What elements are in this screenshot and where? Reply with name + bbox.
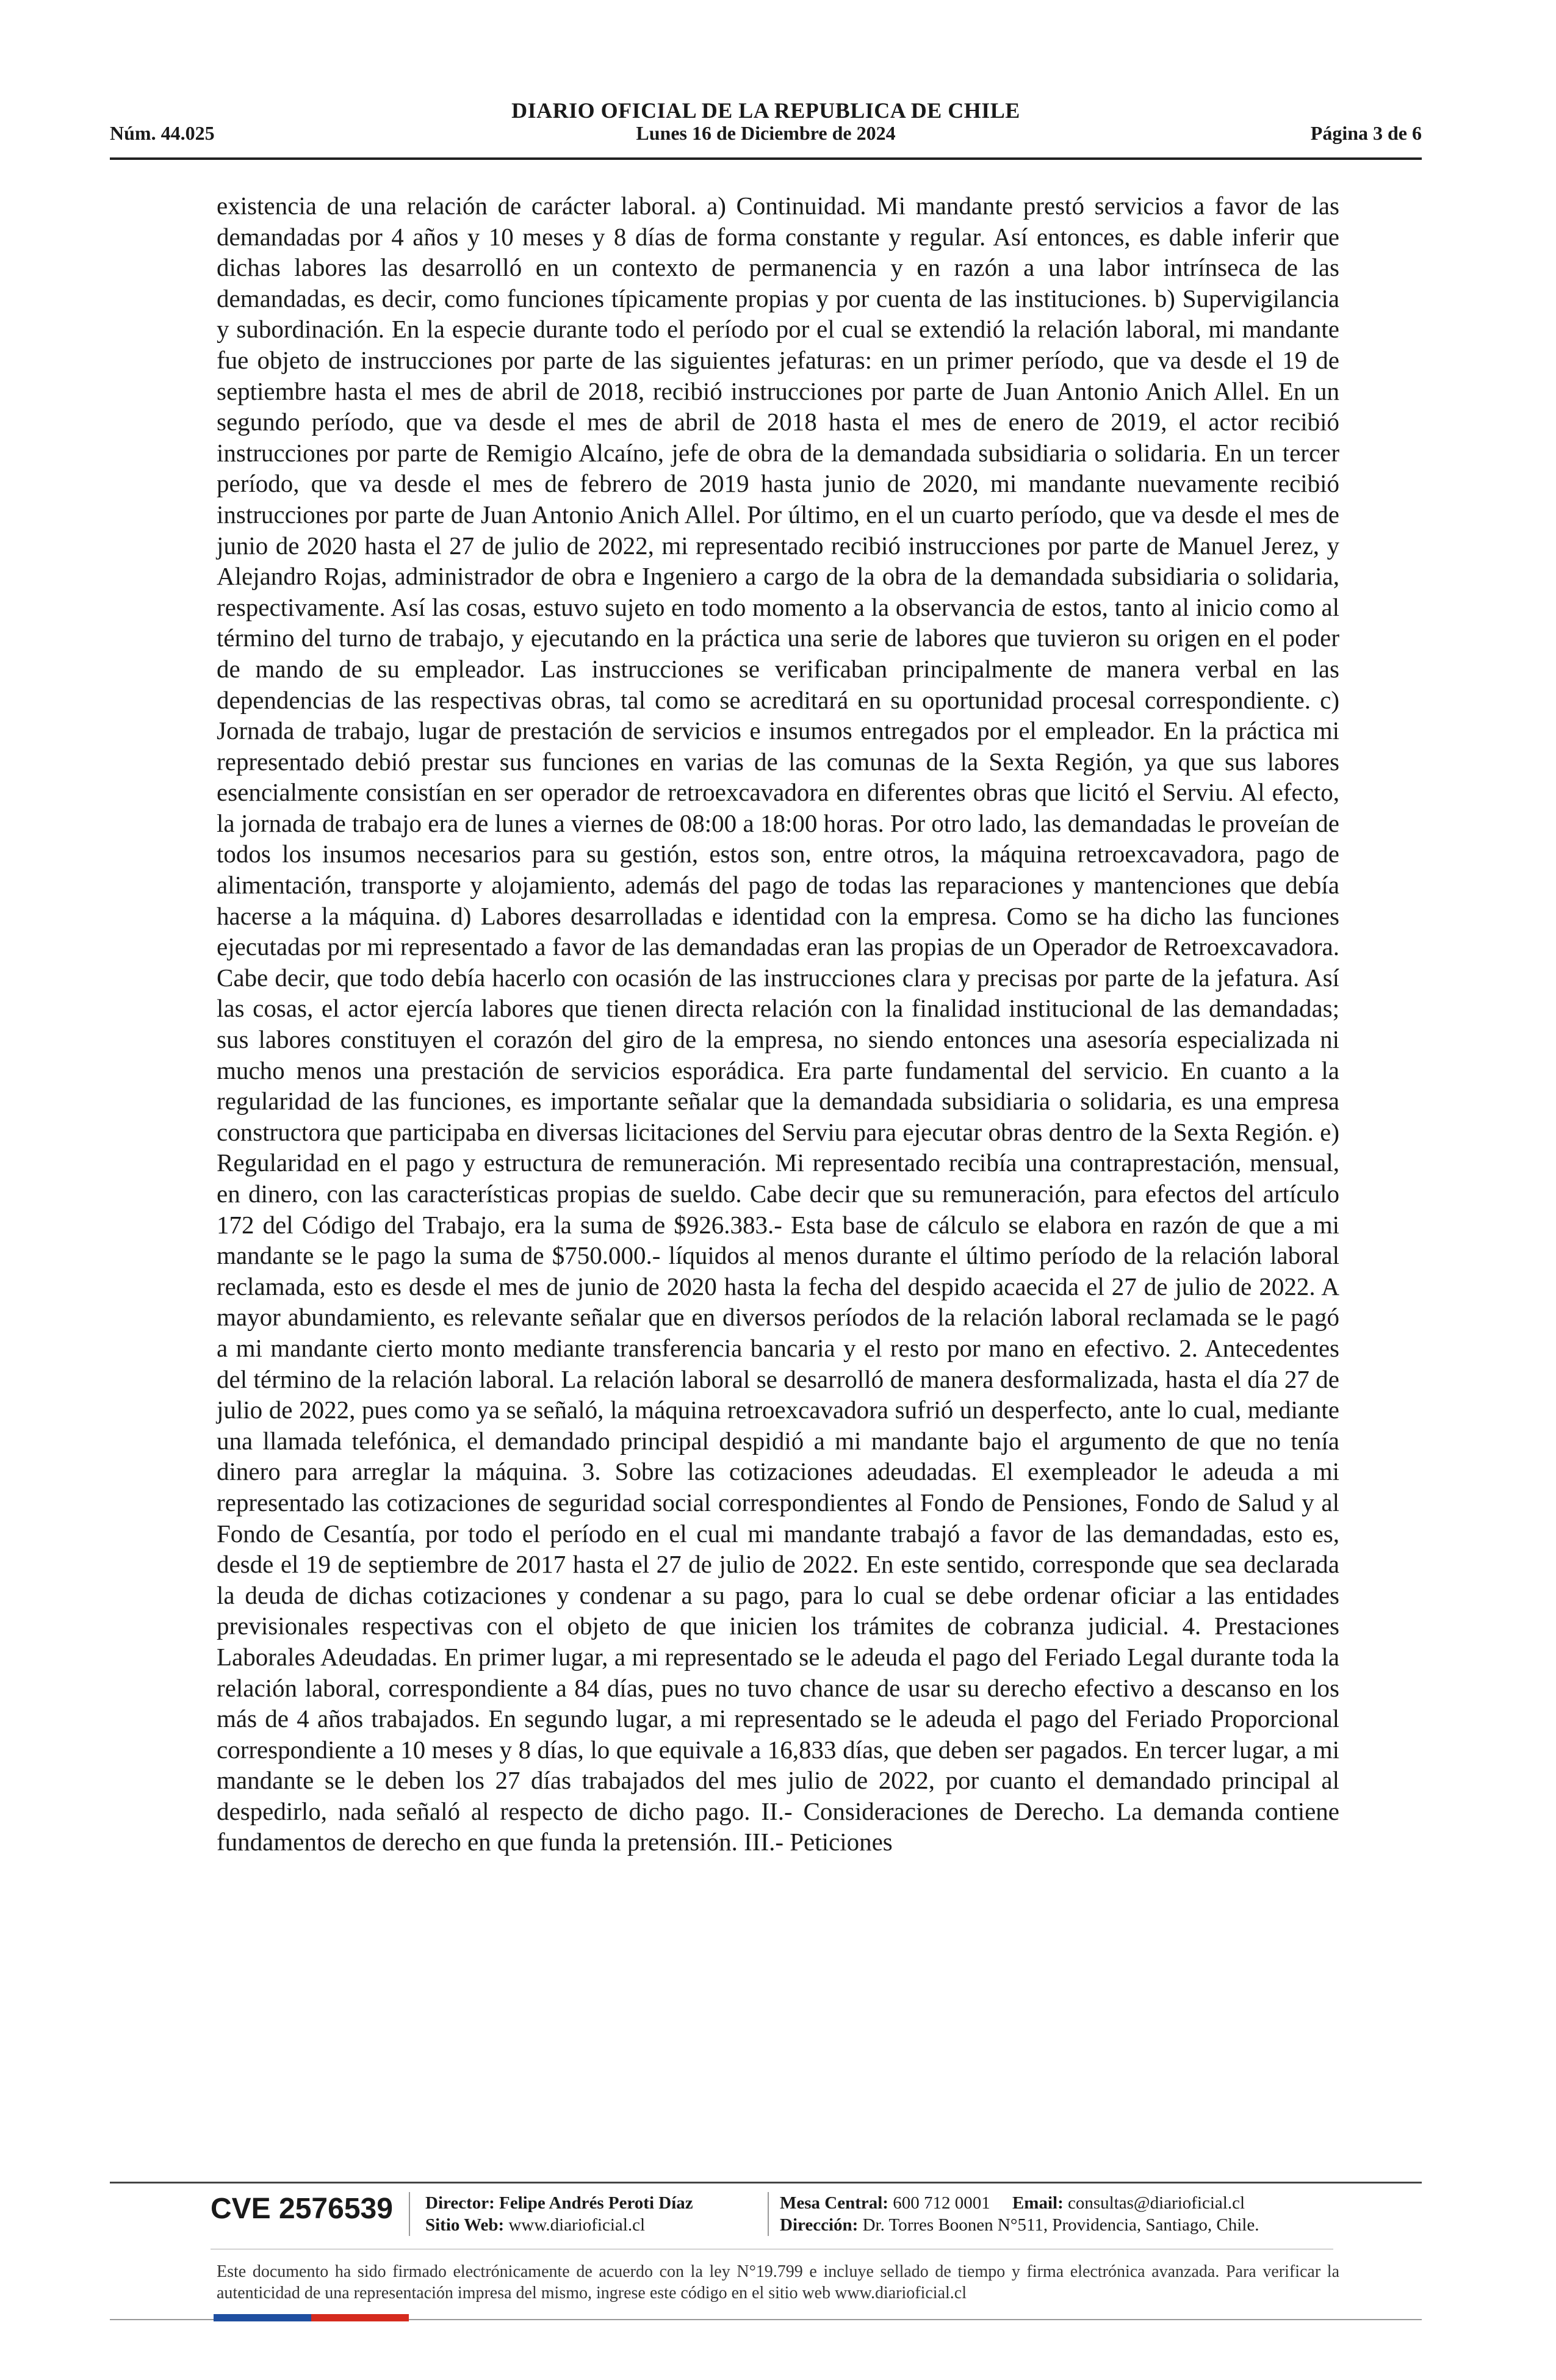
chile-flag-stripe [214, 2314, 409, 2321]
director-line [425, 2192, 693, 2214]
header-divider [110, 157, 1422, 160]
website-link[interactable]: www.diarioficial.cl [508, 2215, 646, 2235]
issue-date: Lunes 16 de Diciembre de 2024 [636, 122, 896, 144]
director-name: Felipe Andrés Peroti Díaz [499, 2193, 693, 2213]
legal-notice: Este documento ha sido firmado electrónicamente de acuerdo con la ley N°19.799 e incluye sellado de tiempo y firma electrónica avanzada. Para verificar la autenticidad de una representación impresa del mismo, ingrese este código en el sitio web www.diarioficial.cl [217, 2262, 1339, 2302]
issue-number: Núm. 44.025 [110, 122, 215, 144]
footer-director-block [425, 2192, 693, 2236]
website-label: Sitio Web: [425, 2215, 505, 2235]
footer-separator [768, 2192, 769, 2236]
email-label: Email: [1012, 2193, 1064, 2213]
flag-blue-segment [214, 2314, 311, 2321]
address-line [780, 2214, 1259, 2236]
footer-contact-block [780, 2192, 1259, 2236]
cve-code: CVE 2576539 [211, 2193, 393, 2225]
page-indicator: Página 3 de 6 [1310, 122, 1422, 144]
address-value: Dr. Torres Boonen N°511, Providencia, Santiago, Chile. [862, 2215, 1259, 2235]
phone-label: Mesa Central: [780, 2193, 888, 2213]
document-body: existencia de una relación de carácter laboral. a) Continuidad. Mi mandante prestó servicios a favor de las demandadas por 4 años y 10 meses y 8 días de forma constante y regular. Así entonces, es dable inferir que dichas labores las desarrolló en un contexto de permanencia y en razón a una labor intrínseca de las demandadas, es decir, como funciones típicamente propias y por cuenta de las instituciones. b) Supervigilancia y subordinación. En la especie durante todo el período por el cual se extendió la relación laboral, mi mandante fue objeto de instrucciones por parte de las siguientes jefaturas: en un primer período, que va desde el 19 de septiembre hasta el mes de abril de 2018, recibió instrucciones por parte de Juan Antonio Anich Allel. En un segundo período, que va desde el mes de abril de 2018 hasta el mes de enero de 2019, el actor recibió instrucciones por parte de Remigio Alcaíno, jefe de obra de la demandada subsidiaria o solidaria. En un tercer período, que va desde el mes de febrero de 2019 hasta junio de 2020, mi mandante nuevamente recibió instrucciones por parte de Juan Antonio Anich Allel. Por último, en el un cuarto período, que va desde el mes de junio de 2020 hasta el 27 de julio de 2022, mi representado recibió instrucciones por parte de Manuel Jerez, y Alejandro Rojas, administrador de obra e Ingeniero a cargo de la obra de la demandada subsidiaria o solidaria, respectivamente. Así las cosas, estuvo sujeto en todo momento a la observancia de estos, tanto al inicio como al término del turno de trabajo, y ejecutando en la práctica una serie de labores que tuvieron su origen en el poder de mando de su empleador. Las instrucciones se verificaban principalmente de manera verbal en las dependencias de las respectivas obras, tal como se acreditará en su oportunidad procesal correspondiente. c) Jornada de trabajo, lugar de prestación de servicios e insumos entregados por el empleador. En la práctica mi representado debió prestar sus funciones en varias de las comunas de la Sexta Región, ya que sus labores esencialmente consistían en ser operador de retroexcavadora en diferentes obras que licitó el Serviu. Al efecto, la jornada de trabajo era de lunes a viernes de 08:00 a 18:00 horas. Por otro lado, las demandadas le proveían de todos los insumos necesarios para su gestión, estos son, entre otros, la máquina retroexcavadora, pago de alimentación, transporte y alojamiento, además del pago de todas las reparaciones y mantenciones que debía hacerse a la máquina. d) Labores desarrolladas e identidad con la empresa. Como se ha dicho las funciones ejecutadas por mi representado a favor de las demandadas eran las propias de un Operador de Retroexcavadora. Cabe decir, que todo debía hacerlo con ocasión de las instrucciones clara y precisas por parte de la jefatura. Así las cosas, el actor ejercía labores que tienen directa relación con la finalidad institucional de las demandadas; sus labores constituyen el corazón del giro de la empresa, no siendo entonces una asesoría especializada ni mucho menos una prestación de servicios esporádica. Era parte fundamental del servicio. En cuanto a la regularidad de las funciones, es importante señalar que la demandada subsidiaria o solidaria, es una empresa constructora que participaba en diversas licitaciones del Serviu para ejecutar obras dentro de la Sexta Región. e) Regularidad en el pago y estructura de remuneración. Mi representado recibía una contraprestación, mensual, en dinero, con las características propias de sueldo. Cabe decir que su remuneración, para efectos del artículo 172 del Código del Trabajo, era la suma de $926.383.- Esta base de cálculo se elabora en razón de que a mi mandante se le pago la suma de $750.000.- líquidos al menos durante el último período de la relación laboral reclamada, esto es desde el mes de junio de 2020 hasta la fecha del despido acaecida el 27 de julio de 2022. A mayor abundamiento, es relevante señalar que en diversos períodos de la relación laboral reclamada se le pagó a mi mandante cierto monto mediante transferencia bancaria y el resto por mano en efectivo. 2. Antecedentes del término de la relación laboral. La relación laboral se desarrolló de manera desformalizada, hasta el día 27 de julio de 2022, pues como ya se señaló, la máquina retroexcavadora sufrió un desperfecto, ante lo cual, mediante una llamada telefónica, el demandado principal despidió a mi mandante bajo el argumento de que no tenía dinero para arreglar la máquina. 3. Sobre las cotizaciones adeudadas. El exempleador le adeuda a mi representado las cotizaciones de seguridad social correspondientes al Fondo de Pensiones, Fondo de Salud y al Fondo de Cesantía, por todo el período en el cual mi mandante trabajó a favor de las demandadas, esto es, desde el 19 de septiembre de 2017 hasta el 27 de julio de 2022. En este sentido, corresponde que sea declarada la deuda de dichas cotizaciones y condenar a su pago, para lo cual se debe ordenar oficiar a las entidades previsionales respectivas con el objeto de que inicien los trámites de cobranza judicial. 4. Prestaciones Laborales Adeudadas. En primer lugar, a mi representado se le adeuda el pago del Feriado Legal durante toda la relación laboral, correspondiente a 84 días, pues no tuvo chance de usar su derecho efectivo a descanso en los más de 4 años trabajados. En segundo lugar, a mi representado se le adeuda el pago del Feriado Proporcional correspondiente a 10 meses y 8 días, lo que equivale a 16,833 días, que deben ser pagados. En tercer lugar, a mi mandante se le deben los 27 días trabajados del mes julio de 2022, por cuanto el demandado principal al despedirlo, nada señaló al respecto de dicho pago. II.- Consideraciones de Derecho. La demanda contiene fundamentos de derecho en que funda la pretensión. III.- Peticiones [217, 192, 1339, 1856]
footer-separator [409, 2192, 410, 2236]
phone-number: 600 712 0001 [893, 2193, 990, 2213]
contact-line [780, 2192, 1259, 2214]
publication-title: DIARIO OFICIAL DE LA REPUBLICA DE CHILE [511, 98, 1020, 123]
footer-divider [110, 2182, 1422, 2183]
director-label: Director: [425, 2193, 495, 2213]
email-link[interactable]: consultas@diarioficial.cl [1068, 2193, 1245, 2213]
flag-red-segment [311, 2314, 409, 2321]
address-label: Dirección: [780, 2215, 859, 2235]
website-line [425, 2214, 693, 2236]
page-header [110, 92, 1422, 159]
